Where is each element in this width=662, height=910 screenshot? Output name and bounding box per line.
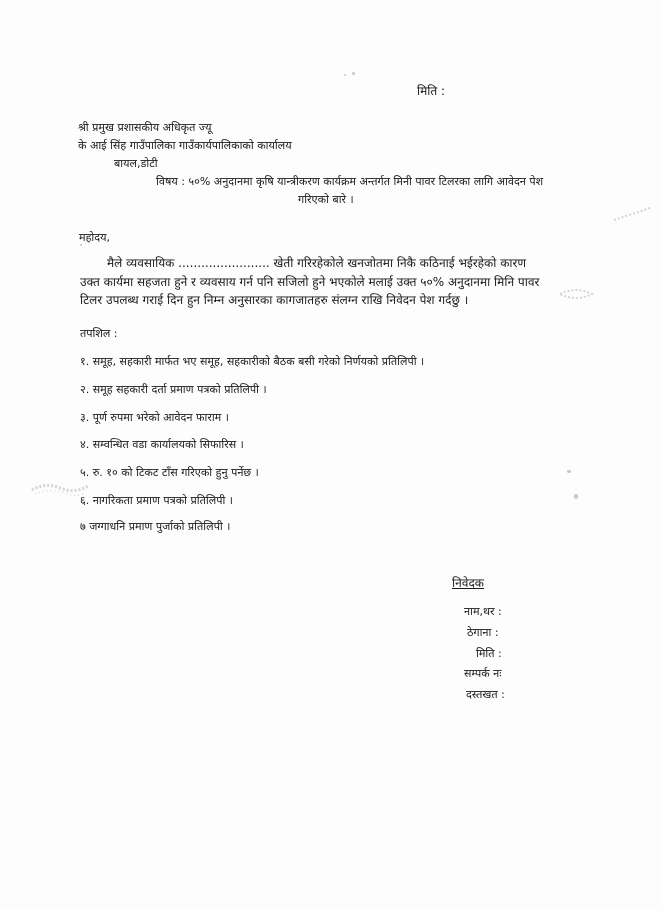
applicant-address-field: ठेगाना : — [467, 626, 499, 639]
scan-speck — [80, 244, 82, 246]
list-item: १. समूह, सहकारी मार्फत भए समूह, सहकारीको बैठक बसी गरेको निर्णयको प्रतिलिपी । — [80, 355, 425, 368]
scan-speck — [352, 72, 355, 75]
body-line-1: मैले व्यवसायिक ........................ खेती गरिरहेकोले खनजोतमा निकै कठिनाई भईरहेको कारण — [107, 256, 527, 270]
list-item: ५. रु. १० को टिकट टाँस गरिएको हुनु पर्नेछ । — [80, 466, 259, 479]
applicant-signature-field: दस्तखत : — [466, 688, 505, 701]
scan-speck — [344, 74, 346, 76]
recipient-line-1: श्री प्रमुख प्रशासकीय अधिकृत ज्यू — [78, 121, 212, 134]
scan-smudge — [558, 284, 594, 308]
recipient-line-3: बायल,डोटी — [114, 157, 158, 170]
applicant-date-field: मिति : — [476, 647, 502, 660]
list-item: ३. पूर्ण रुपमा भरेको आवेदन फाराम । — [80, 411, 229, 424]
subject-line-1: विषय : ५०% अनुदानमा कृषि यान्त्रीकरण कार्यक्रम अन्तर्गत मिनी पावर टिलरका लागि आवेदन पेश — [156, 175, 544, 188]
list-item: ६. नागरिकता प्रमाण पत्रको प्रतिलिपी । — [80, 494, 233, 507]
scan-speck — [574, 494, 578, 499]
body-line-2: उक्त कार्यमा सहजता हुने र व्यवसाय गर्न पनि सजिलो हुने भएकोले मलाई उक्त ५०% अनुदानमा मिनि पावर — [80, 275, 540, 289]
details-label: तपशिल : — [80, 327, 118, 340]
list-item: २. समूह सहकारी दर्ता प्रमाण पत्रको प्रतिलिपी । — [80, 383, 267, 396]
applicant-heading: निवेदक — [452, 576, 485, 590]
subject-line-2: गरिएको बारे । — [298, 193, 354, 206]
salutation: महोदय, — [79, 231, 110, 244]
scan-smudge — [612, 204, 652, 224]
applicant-name-field: नाम,थर : — [464, 605, 502, 618]
body-line-3: टिलर उपलब्ध गराई दिन हुन निम्न अनुसारका कागजातहरु संलग्न राखि निवेदन पेश गर्दछु । — [80, 293, 469, 307]
applicant-contact-field: सम्पर्क नः — [464, 667, 502, 680]
list-item: ७ जग्गाधनि प्रमाण पुर्जाको प्रतिलिपी । — [80, 520, 231, 533]
date-label: मिति : — [417, 84, 446, 98]
scan-smudge — [30, 478, 90, 502]
list-item: ४. सम्वन्धित वडा कार्यालयको सिफारिस । — [80, 438, 244, 451]
scan-speck — [567, 470, 571, 473]
recipient-line-2: के आई सिंह गाउँपालिका गाउँकार्यपालिकाको कार्यालय — [78, 139, 292, 152]
